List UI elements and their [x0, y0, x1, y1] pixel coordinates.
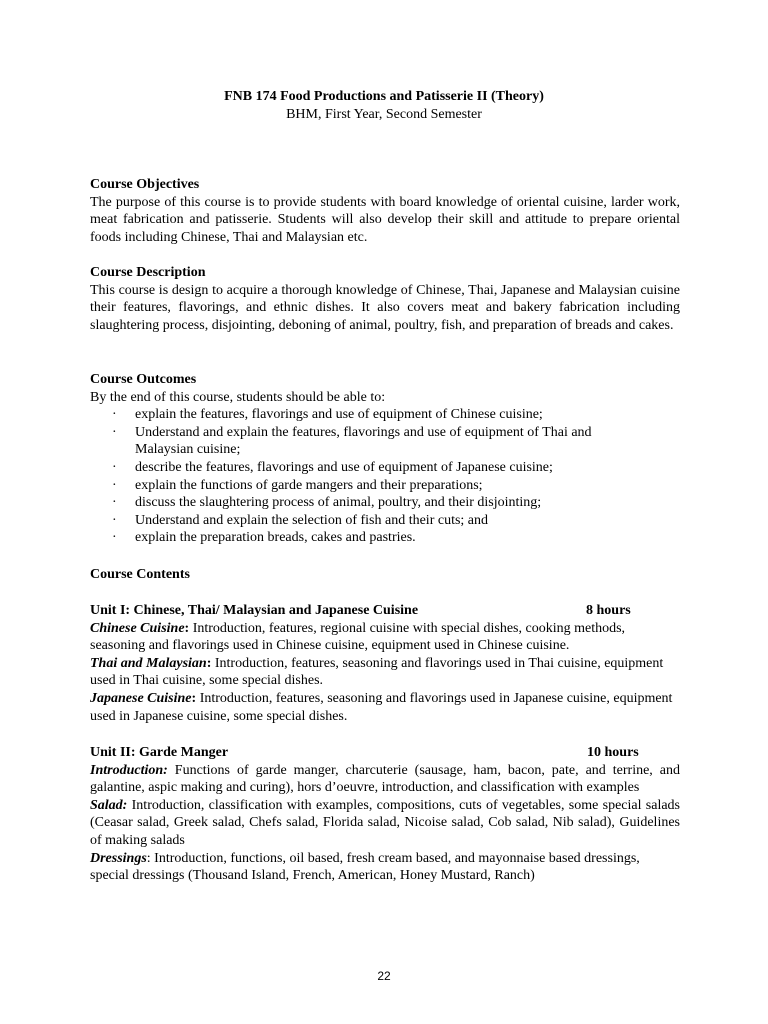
- topic-label: Salad:: [90, 797, 128, 813]
- list-item-text: explain the functions of garde mangers and their preparations;: [135, 477, 483, 493]
- list-item-text: Understand and explain the selection of fish and their cuts; and: [135, 512, 489, 528]
- page-number: 22: [377, 969, 391, 983]
- unit-1-hours: 8 hours: [586, 603, 631, 618]
- bullet-icon: ·: [112, 477, 117, 493]
- bullet-icon: ·: [112, 459, 117, 475]
- topic-separator: :: [191, 690, 197, 706]
- topic-text: Introduction, features, seasoning and flavorings used in Thai cuisine, equipment used in Thai cuisine, some special dishes.: [90, 655, 664, 689]
- list-item: [90, 459, 680, 477]
- unit-1-topic-thai-malaysian: [90, 655, 680, 690]
- topic-text: Introduction, features, regional cuisine with special dishes, cooking methods, seasoning and flavorings used in Chinese cuisine, equipment used in Chinese cuisine.: [90, 620, 626, 654]
- topic-label: Japanese Cuisine: [90, 690, 192, 706]
- bullet-icon: ·: [112, 424, 117, 440]
- list-item-text: discuss the slaughtering process of animal, poultry, and their disjointing;: [135, 495, 542, 511]
- unit-1-topic-chinese: [90, 620, 680, 655]
- objectives-heading: Course Objectives: [90, 177, 200, 192]
- unit-1-heading: [90, 602, 680, 620]
- contents-heading: Course Contents: [90, 567, 190, 582]
- unit-1-topic-japanese: [90, 690, 680, 725]
- outcomes-intro: By the end of this course, students should be able to:: [90, 389, 386, 405]
- unit-1-section: [90, 602, 680, 725]
- unit-2-topic-dressings: [90, 850, 645, 885]
- topic-separator: :: [206, 655, 212, 671]
- bullet-icon: ·: [112, 512, 117, 528]
- list-item: [90, 494, 680, 512]
- unit-1-title: Unit I: Chinese, Thai/ Malaysian and Japanese Cuisine: [90, 603, 419, 618]
- topic-label: Introduction:: [90, 762, 168, 778]
- list-item-text: explain the features, flavorings and use of equipment of Chinese cuisine;: [135, 407, 543, 423]
- outcomes-section: [90, 371, 680, 547]
- list-item-text: Understand and explain the features, flavorings and use of equipment of Thai and Malaysian cuisine;: [135, 424, 592, 458]
- contents-section: [90, 566, 680, 584]
- description-text: This course is design to acquire a thorough knowledge of Chinese, Thai, Japanese and Malaysian cuisine their features, flavorings, and ethnic dishes. It also covers meat and bakery fabrication including slaughtering process, disjointing, deboning of animal, poultry, fish, and preparation of breads and cakes.: [90, 282, 680, 333]
- topic-text: : Introduction, functions, oil based, fresh cream based, and mayonnaise based dressings, special dressings (Thousand Island, French, American, Honey Mustard, Ranch): [90, 850, 640, 884]
- unit-2-section: [90, 744, 680, 885]
- outcomes-heading: Course Outcomes: [90, 372, 197, 387]
- unit-2-heading: [90, 744, 680, 762]
- list-item: [90, 406, 680, 424]
- list-item-text: describe the features, flavorings and use of equipment of Japanese cuisine;: [135, 459, 553, 475]
- list-item: [90, 424, 620, 459]
- description-section: [90, 264, 680, 334]
- topic-separator: :: [184, 620, 190, 636]
- list-item: [90, 477, 680, 495]
- outcomes-list: [90, 406, 680, 547]
- course-subtitle: BHM, First Year, Second Semester: [286, 107, 482, 122]
- list-item-text: explain the preparation breads, cakes and pastries.: [135, 530, 416, 546]
- list-item: [90, 529, 680, 547]
- bullet-icon: ·: [112, 530, 117, 546]
- topic-label: Dressings: [90, 850, 147, 866]
- topic-label: Thai and Malaysian: [90, 655, 207, 671]
- topic-text: Introduction, features, seasoning and flavorings used in Japanese cuisine, equipment used in Japanese cuisine, some special dishes.: [90, 690, 673, 724]
- topic-text: Introduction, classification with examples, compositions, cuts of vegetables, some special salads (Ceasar salad, Greek salad, Chefs salad, Florida salad, Nicoise salad, Cob salad, Nib salad), Guidelines of making salads: [90, 797, 680, 848]
- topic-label: Chinese Cuisine: [90, 620, 185, 636]
- bullet-icon: ·: [112, 407, 117, 423]
- unit-2-hours: 10 hours: [587, 745, 639, 760]
- objectives-text: The purpose of this course is to provide students with board knowledge of oriental cuisine, larder work, meat fabrication and patisserie. Students will also develop their skill and attitude to prepare oriental foods including Chinese, Thai and Malaysian etc.: [90, 194, 680, 245]
- unit-2-title: Unit II: Garde Manger: [90, 745, 229, 760]
- course-title: FNB 174 Food Productions and Patisserie II (Theory): [224, 89, 544, 104]
- unit-2-topic-salad: [90, 797, 680, 850]
- topic-text: Functions of garde manger, charcuterie (sausage, ham, bacon, pate, and terrine, and galantine, aspic making and curing), hors d’oeuvre, introduction, and classification with examples: [90, 762, 680, 796]
- unit-2-topic-introduction: [90, 762, 680, 797]
- list-item: [90, 512, 680, 530]
- description-heading: Course Description: [90, 265, 206, 280]
- objectives-section: [90, 176, 680, 246]
- bullet-icon: ·: [112, 495, 117, 511]
